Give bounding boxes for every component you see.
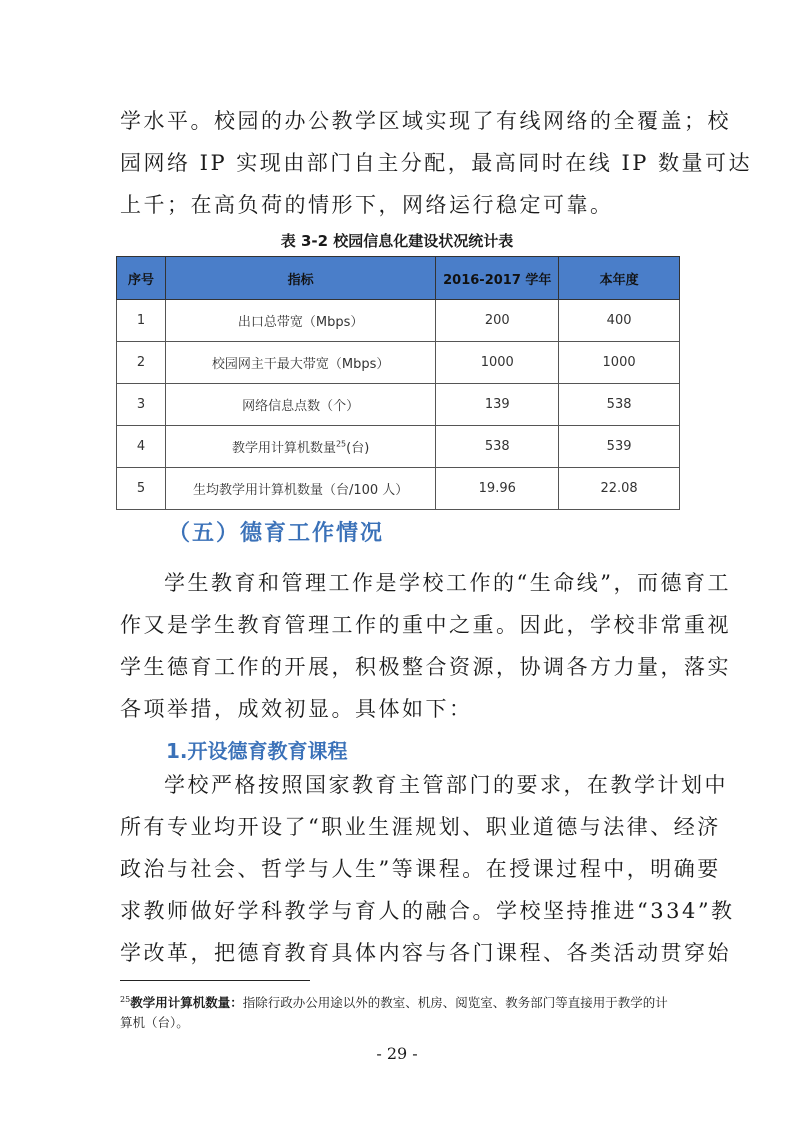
table-row: [117, 426, 680, 468]
text-line: 上千；在高负荷的情形下，网络运行稳定可靠。: [120, 193, 614, 217]
text-line: 学生教育和管理工作是学校工作的“生命线”，而德育工: [164, 571, 731, 595]
cell-prev: 19.96: [436, 468, 559, 510]
footnote: [120, 990, 680, 1033]
cell-no: 3: [117, 384, 166, 426]
text-line: 各项举措，成效初显。具体如下：: [120, 697, 473, 721]
text-line: 园网络 IP 实现由部门自主分配，最高同时在线 IP 数量可达: [120, 151, 753, 175]
table-row: [117, 342, 680, 384]
metric-unit: (台): [346, 441, 370, 456]
intro-paragraph: [120, 100, 753, 226]
cell-metric: 出口总带宽（Mbps）: [165, 300, 435, 342]
table-row: [117, 300, 680, 342]
table-header-row: [117, 257, 680, 300]
text-line: 作又是学生教育管理工作的重中之重。因此，学校非常重视: [120, 613, 731, 637]
footnote-text: 指除行政办公用途以外的教室、机房、阅览室、教务部门等直接用于教学的计算机（台）。: [120, 995, 668, 1031]
cell-curr: 22.08: [559, 468, 680, 510]
campus-it-table: [116, 256, 680, 510]
text-line: 学生德育工作的开展，积极整合资源，协调各方力量，落实: [120, 655, 731, 679]
cell-no: 5: [117, 468, 166, 510]
cell-no: 2: [117, 342, 166, 384]
cell-metric: 网络信息点数（个）: [165, 384, 435, 426]
footnote-ref: 25: [335, 439, 347, 449]
cell-prev: 139: [436, 384, 559, 426]
header-current-year: 本年度: [559, 257, 680, 300]
table-row: [117, 384, 680, 426]
cell-curr: 400: [559, 300, 680, 342]
cell-curr: 538: [559, 384, 680, 426]
subsection-heading: 1.开设德育教育课程: [166, 739, 348, 763]
cell-prev: 538: [436, 426, 559, 468]
course-paragraph: [120, 764, 735, 974]
page-number: - 29 -: [376, 1044, 418, 1063]
text-line: 所有专业均开设了“职业生涯规划、职业道德与法律、经济: [120, 815, 721, 839]
header-no: 序号: [117, 257, 166, 300]
section-heading: （五）德育工作情况: [168, 521, 385, 546]
header-prev-year: 2016-2017 学年: [436, 257, 559, 300]
cell-curr: 539: [559, 426, 680, 468]
cell-metric: [165, 426, 435, 468]
text-line: 学水平。校园的办公教学区域实现了有线网络的全覆盖；校: [120, 109, 731, 133]
footnote-marker: 25: [120, 995, 131, 1004]
cell-prev: 1000: [436, 342, 559, 384]
table-caption: 表 3-2 校园信息化建设状况统计表: [280, 232, 514, 250]
footnote-divider: [120, 980, 310, 981]
cell-metric: 生均教学用计算机数量（台/100 人）: [165, 468, 435, 510]
text-line: 求教师做好学科教学与育人的融合。学校坚持推进“334”教: [120, 899, 735, 923]
cell-curr: 1000: [559, 342, 680, 384]
metric-text: 教学用计算机数量: [231, 441, 336, 456]
cell-no: 1: [117, 300, 166, 342]
text-line: 学改革，把德育教育具体内容与各门课程、各类活动贯穿始: [120, 941, 731, 965]
header-metric: 指标: [165, 257, 435, 300]
text-line: 学校严格按照国家教育主管部门的要求，在教学计划中: [164, 773, 728, 797]
cell-prev: 200: [436, 300, 559, 342]
cell-no: 4: [117, 426, 166, 468]
cell-metric: 校园网主干最大带宽（Mbps）: [165, 342, 435, 384]
text-line: 政治与社会、哲学与人生”等课程。在授课过程中，明确要: [120, 857, 721, 881]
table-row: [117, 468, 680, 510]
section-paragraph: [120, 562, 731, 730]
footnote-term: 教学用计算机数量：: [130, 995, 243, 1011]
